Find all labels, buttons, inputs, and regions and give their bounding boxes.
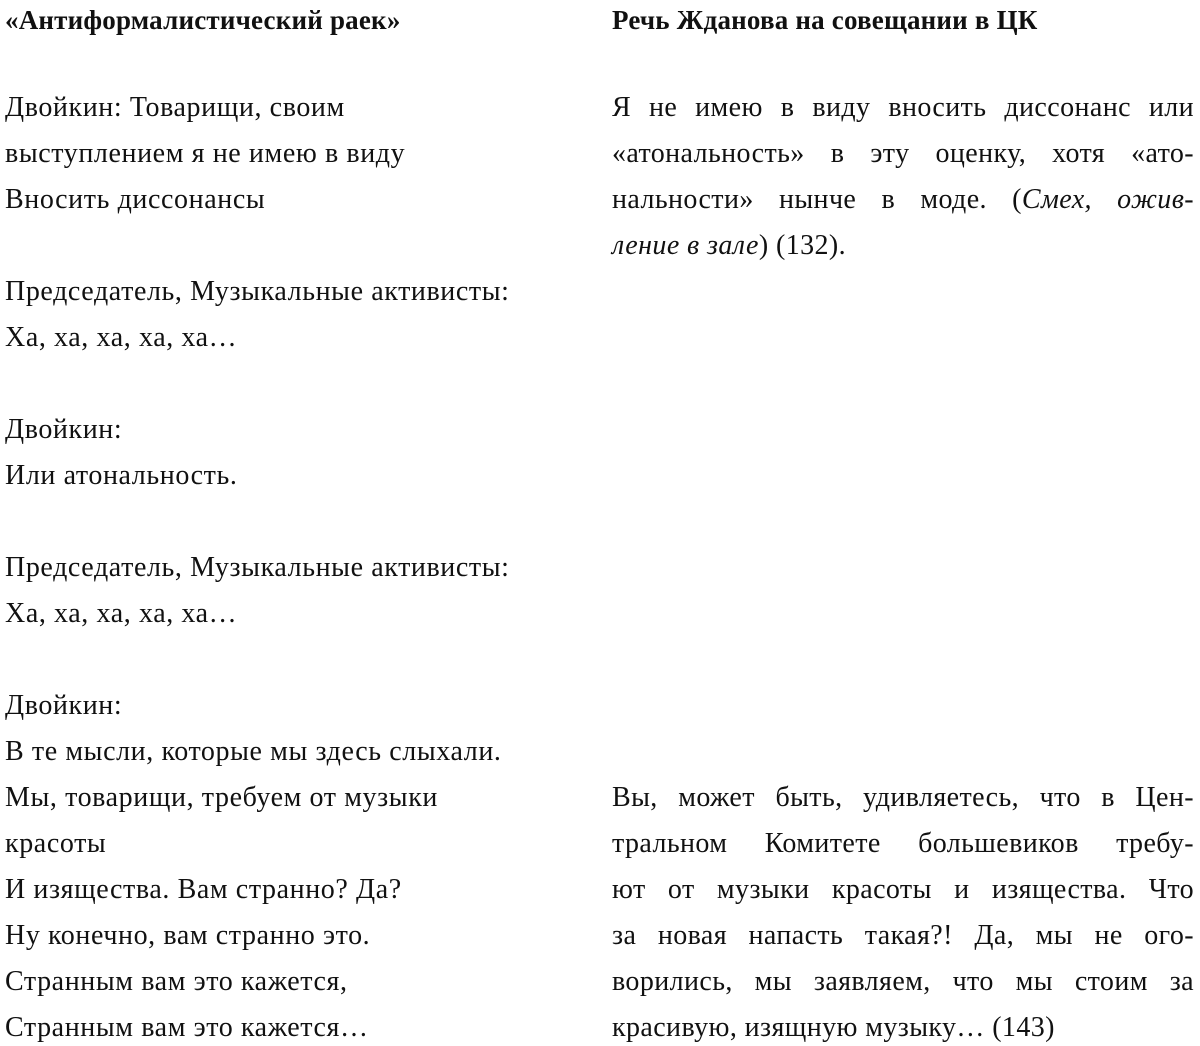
verse-line: В те мысли, которые мы здесь слыхали.: [5, 736, 502, 767]
verse-line: Ха, ха, ха, ха, ха…: [5, 322, 238, 353]
paragraph-line: [612, 228, 1194, 264]
paragraph-line: Я не имею в виду вносить диссонанс или: [612, 92, 1194, 123]
right-column-heading: Речь Жданова на совещании в ЦК: [612, 5, 1038, 35]
paragraph-line: ют от музыки красоты и изящества. Что: [612, 874, 1194, 905]
left-column-heading: «Антиформалистический раек»: [5, 5, 401, 35]
verse-line: Двойкин:: [5, 414, 123, 445]
verse-line: И изящества. Вам странно? Да?: [5, 874, 402, 905]
verse-line: Мы, товарищи, требуем от музыки: [5, 782, 438, 813]
paragraph-line: [612, 182, 1194, 218]
paragraph-line: красивую, изящную музыку… (143): [612, 1012, 1055, 1043]
paragraph-line: Вы, может быть, удивляетесь, что в Цен-: [612, 782, 1194, 813]
paragraph-line: за новая напасть такая?! Да, мы не ого-: [612, 920, 1194, 951]
verse-line: Или атональность.: [5, 460, 238, 491]
verse-line: Ха, ха, ха, ха, ха…: [5, 598, 238, 629]
verse-line: Председатель, Музыкальные активисты:: [5, 276, 510, 307]
verse-line: красоты: [5, 828, 107, 859]
verse-line: Странным вам это кажется,: [5, 966, 348, 997]
verse-line: Двойкин:: [5, 690, 123, 721]
paragraph-line: «атональность» в эту оценку, хотя «ато-: [612, 138, 1194, 169]
verse-line: Двойкин: Товарищи, своим: [5, 92, 345, 123]
stage-direction: Смех, ожив-: [1021, 184, 1194, 215]
citation: ) (132).: [758, 230, 847, 261]
verse-line: Ну конечно, вам странно это.: [5, 920, 371, 951]
verse-line: Странным вам это кажется…: [5, 1012, 369, 1043]
plain-text: нальности» нынче в моде. (: [612, 184, 1022, 215]
stage-direction: ление в зале: [612, 230, 759, 261]
verse-line: Вносить диссонансы: [5, 184, 266, 215]
verse-line: Председатель, Музыкальные активисты:: [5, 552, 510, 583]
paragraph-line: тральном Комитете большевиков требу-: [612, 828, 1194, 859]
verse-line: выступлением я не имею в виду: [5, 138, 406, 169]
paragraph-line: ворились, мы заявляем, что мы стоим за: [612, 966, 1194, 997]
